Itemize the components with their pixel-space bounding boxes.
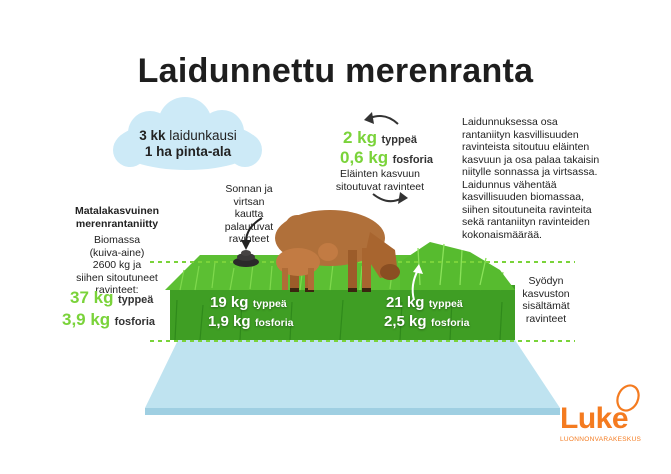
grass-left-nitrogen-label: typpeä (252, 298, 287, 310)
growth-nitrogen-label: typpeä (381, 134, 417, 146)
dung-info (214, 183, 284, 246)
luke-logo (560, 402, 660, 443)
explanation-text (462, 116, 637, 241)
meadow-nitrogen-label: typpeä (117, 294, 154, 306)
explanation-line: ravinteista sitoutuu eläinten (462, 141, 590, 153)
grass-right-nitrogen-value: 21 kg (386, 294, 425, 311)
meadow-phosphorus (62, 310, 155, 330)
growth-caption (320, 168, 440, 193)
eaten-line-3: sisältämät (522, 300, 570, 312)
explanation-line: siihen sitoutuneita ravinteita (462, 203, 592, 216)
meadow-nitrogen (70, 288, 153, 308)
season-length-value: 3 kk (139, 128, 166, 143)
meadow-body-4: siihen sitoutuneet (76, 271, 158, 284)
cycle-arrow-bottom (373, 194, 402, 201)
explanation-line: kasvuun ja osa palaa takaisin (462, 153, 600, 166)
page-title: Laidunnettu merenranta (137, 52, 534, 90)
cloud-label (118, 128, 258, 160)
growth-nitrogen (343, 128, 417, 148)
grass-right-nitrogen (386, 294, 463, 312)
grass-right-phosphorus-value: 2,5 kg (384, 313, 427, 330)
explanation-line: Laidunnuksessa osa (462, 116, 558, 128)
meadow-body-1: Biomassa (93, 234, 141, 246)
dung-pile (233, 250, 259, 267)
luke-logo-subtitle: LUONNONVARAKESKUS (560, 436, 642, 443)
growth-nitrogen-value: 2 kg (343, 128, 378, 147)
meadow-body-5: ravinteet: (95, 284, 139, 296)
growth-caption-1: Eläinten kasvuun (340, 168, 420, 180)
meadow-info (62, 205, 172, 297)
explanation-line: niitylle sonnassa ja virtsassa. (462, 166, 598, 178)
grass-left-phosphorus-value: 1,9 kg (208, 313, 251, 330)
growth-phosphorus-value: 0,6 kg (340, 148, 389, 167)
explanation-line: sekä rantaniityn ravinteiden (462, 216, 590, 228)
grass-right-phosphorus-label: fosforia (430, 317, 470, 329)
meadow-nitrogen-value: 37 kg (70, 288, 114, 307)
meadow-body-2: (kuiva-aine) (89, 246, 145, 259)
meadow-heading-2: merenrantaniitty (75, 217, 159, 230)
explanation-line: Laidunnus vähentää (462, 178, 557, 191)
grass-left-phosphorus (208, 313, 294, 331)
dung-line-1: Sonnan ja (225, 183, 273, 195)
grass-left-nitrogen (210, 294, 287, 312)
explanation-line: rantaniityn kasvillisuuden (462, 128, 579, 141)
meadow-phosphorus-label: fosforia (114, 316, 155, 328)
growth-phosphorus-label: fosforia (392, 154, 433, 166)
luke-logo-word: Luke (560, 402, 629, 435)
season-length-label: laidunkausi (169, 128, 237, 143)
eaten-line-2: kasvuston (522, 287, 570, 300)
grass-left-phosphorus-label: fosforia (254, 317, 294, 329)
explanation-line: kokonaismäärää. (462, 228, 542, 241)
growth-caption-2: sitoutuvat ravinteet (335, 180, 425, 193)
dung-line-3: kautta (234, 208, 264, 220)
meadow-phosphorus-value: 3,9 kg (62, 310, 111, 329)
dung-line-2: virtsan (233, 195, 265, 208)
meadow-heading-1: Matalakasvuinen (74, 205, 160, 217)
explanation-line: kasvillisuuden biomassaa, (462, 191, 584, 203)
tall-grass-tuft (400, 242, 515, 290)
meadow-body-3: 2600 kg ja (92, 259, 142, 271)
grass-left-nitrogen-value: 19 kg (210, 294, 249, 311)
growth-phosphorus (340, 148, 433, 168)
eaten-line-4: ravinteet (525, 312, 567, 325)
dung-line-5: ravinteet (228, 233, 270, 245)
eaten-info (506, 275, 586, 325)
grass-right-nitrogen-label: typpeä (428, 298, 463, 310)
eaten-line-1: Syödyn (528, 275, 564, 287)
area-label: 1 ha pinta-ala (144, 144, 232, 159)
water-base (145, 340, 560, 408)
grass-right-phosphorus (384, 313, 470, 331)
dung-line-4: palautuvat (224, 220, 274, 233)
cycle-arrow-top (370, 116, 398, 124)
